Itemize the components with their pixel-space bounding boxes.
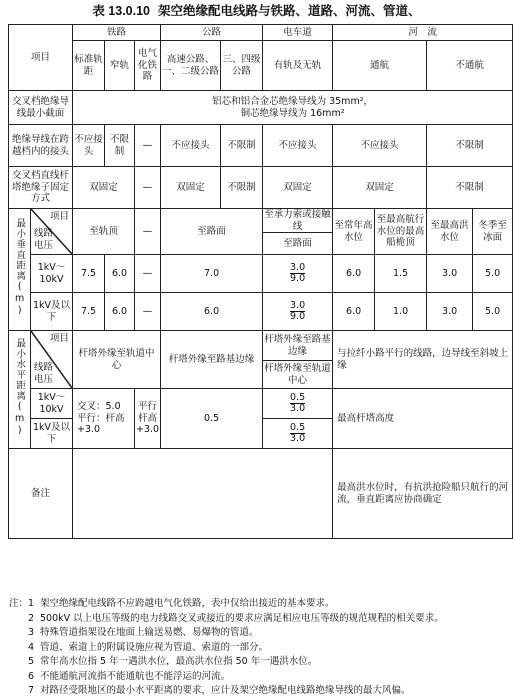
horizontal-corner-item: 项目 [50, 333, 70, 344]
note-index: 6 [27, 670, 34, 682]
horizontal-electrified-line1: 平行 [138, 401, 158, 413]
note-text: 500kV 以上电压等级的电力线路交叉或接近的要求应满足相应电压等级的规范规程的相关要求。 [40, 612, 444, 624]
header-highway-12: 高速公路、一、二级公路 [161, 41, 221, 91]
note-index: 3 [27, 627, 34, 638]
horizontal-electrified-values [135, 389, 161, 449]
fixing-electrified: — [135, 167, 161, 209]
header-non-navigable: 不通航 [427, 41, 513, 91]
vertical-to-rail-top: 至轨顶 [73, 209, 135, 255]
joint-tram: 不应接头 [263, 125, 333, 167]
table-caption [0, 0, 471, 22]
note-text: 管道、索道上的附属设施应视为管道、索道的一部分。 [40, 641, 269, 653]
note-text: 不能通航河流指不能通航也不能浮运的河流。 [40, 670, 231, 682]
vertical-r2-electrified: — [135, 293, 161, 331]
remarks-empty [73, 449, 333, 539]
horizontal-r2-tram-b: 3.0 [290, 433, 306, 444]
vertical-r1-ice: 5.0 [473, 255, 513, 293]
vertical-river-high-normal: 至常年高水位 [333, 209, 375, 255]
header-tram: 电车道 [263, 25, 333, 41]
note-index: 4 [27, 641, 34, 653]
vertical-r1-nav-normal: 6.0 [333, 255, 375, 293]
fixing-non-navigable: 不限制 [427, 167, 513, 209]
horizontal-tram-header-b: 杆塔外缘至轨道中心 [263, 361, 333, 389]
note-row [8, 655, 470, 670]
fixing-tram: 双固定 [263, 167, 333, 209]
note-index: 5 [27, 656, 34, 667]
header-standard-gauge: 标准轨距 [73, 41, 105, 91]
header-narrow-gauge: 窄轨 [105, 41, 135, 91]
vertical-r2-tram [263, 293, 333, 331]
vertical-r2-tram-a: 3.0 [290, 299, 306, 311]
header-tram-types: 有轨及无轨 [263, 41, 333, 91]
vertical-r2-ice: 5.0 [473, 293, 513, 331]
header-river: 河 流 [333, 25, 513, 41]
vertical-r1-nav-mast: 1.5 [375, 255, 427, 293]
joint-electrified: — [135, 125, 161, 167]
crossing-distance-table [8, 24, 513, 539]
fixing-rail: 双固定 [73, 167, 135, 209]
horizontal-river-value: 最高杆塔高度 [333, 389, 513, 449]
vertical-r2-voltage: 1kV及以下 [31, 293, 73, 331]
horizontal-side-label: 最小水平距离(m) [9, 331, 31, 449]
note-row [8, 670, 470, 685]
vertical-corner-item: 项目 [50, 211, 70, 222]
horizontal-r2-voltage: 1kV及以下 [31, 419, 73, 449]
horizontal-road-value: 0.5 [161, 389, 263, 449]
header-item: 项目 [9, 25, 73, 91]
horizontal-corner-voltage: 线路电压 [34, 362, 54, 386]
header-navigable: 通航 [333, 41, 427, 91]
fixing-highway-34: 不限制 [221, 167, 263, 209]
joint-highway-34: 不限制 [221, 125, 263, 167]
conductor-section-value [73, 91, 513, 125]
joint-narrow: 不限制 [105, 125, 135, 167]
table-title: 架空绝缘配电线路与铁路、道路、河流、管道、 [158, 3, 421, 18]
note-text: 特殊管道指架设在地面上输送易燃、易爆物的管道。 [40, 627, 259, 638]
note-index: 注：1 [8, 598, 34, 609]
table-number: 表 13.0.10 [92, 4, 150, 18]
horizontal-rail-parallel: 平行：杆高+3.0 [77, 412, 125, 436]
vertical-r1-tram [263, 255, 333, 293]
horizontal-r1-voltage: 1kV～10kV [31, 389, 73, 419]
horizontal-river-header: 与拉纤小路平行的线路，边导线至斜坡上缘 [333, 331, 513, 389]
header-road: 公路 [161, 25, 263, 41]
vertical-r1-voltage: 1kV～10kV [31, 255, 73, 293]
vertical-tram-road: 至路面 [263, 233, 333, 255]
vertical-to-road: 至路面 [161, 209, 263, 255]
horizontal-electrified-line2: 杆高 [138, 412, 158, 424]
vertical-r1-narrow: 6.0 [105, 255, 135, 293]
vertical-r1-tram-a: 3.0 [290, 261, 306, 273]
horizontal-electrified-line3: +3.0 [136, 424, 160, 436]
note-text: 对路径受限地区的最小水平距离的要求，应计及架空绝缘配电线路绝缘导线的最大风偏。 [40, 685, 411, 696]
vertical-side-label: 最小垂直距离(m) [9, 209, 31, 331]
vertical-r2-nav-mast: 1.0 [375, 293, 427, 331]
vertical-tram-top: 至承力索或接触线 [264, 209, 331, 232]
horizontal-rail-values [73, 389, 135, 449]
row-label-fixing: 交叉档直线杆塔绝缘子固定方式 [9, 167, 73, 209]
horizontal-r1-tram-a: 0.5 [290, 391, 306, 403]
note-row [8, 597, 470, 612]
fixing-navigable: 双固定 [333, 167, 427, 209]
horizontal-r2-tram-a: 0.5 [290, 421, 306, 433]
vertical-river-ice: 冬季至冰面 [473, 209, 513, 255]
note-text: 常年高水位指 5 年一遇洪水位，最高洪水位指 50 年一遇洪水位。 [40, 656, 318, 667]
note-index: 2 [27, 612, 34, 624]
vertical-r1-electrified: — [135, 255, 161, 293]
horizontal-r2-tram [263, 419, 333, 449]
vertical-r2-standard: 7.5 [73, 293, 105, 331]
horizontal-road-header: 杆塔外缘至路基边缘 [161, 331, 263, 389]
header-highway-34: 三、四级公路 [221, 41, 263, 91]
vertical-corner-voltage: 线路电压 [34, 228, 54, 252]
vertical-corner-cell [31, 209, 73, 255]
fixing-highway-12: 双固定 [161, 167, 221, 209]
header-electrified: 电气化铁路 [135, 41, 161, 91]
row-label-conductor-section: 交叉档绝缘导线最小截面 [9, 91, 73, 125]
header-railway: 铁路 [73, 25, 161, 41]
joint-non-navigable: 不限制 [427, 125, 513, 167]
joint-navigable: 不应接头 [333, 125, 427, 167]
row-label-joint: 绝缘导线在跨越档内的接头 [9, 125, 73, 167]
table-notes [8, 597, 470, 699]
vertical-r2-flood: 3.0 [427, 293, 473, 331]
horizontal-tram-header-a: 杆塔外缘至路基边缘 [263, 331, 333, 361]
vertical-r2-nav-normal: 6.0 [333, 293, 375, 331]
note-index: 7 [27, 685, 34, 696]
note-row [8, 684, 470, 699]
remarks-river: 最高洪水位时，有抗洪抢险船只航行的河流，垂直距离应协商确定 [333, 449, 513, 539]
vertical-r1-standard: 7.5 [73, 255, 105, 293]
vertical-r2-road: 6.0 [161, 293, 263, 331]
vertical-river-high-mast: 至最高航行水位的最高船桅顶 [375, 209, 427, 255]
row-label-remarks: 备注 [9, 449, 73, 539]
conductor-section-line2: 铜芯绝缘导线为 16mm² [240, 107, 345, 119]
note-row [8, 612, 470, 627]
horizontal-rail-cross: 交叉：5.0 [77, 401, 121, 413]
horizontal-r1-tram [263, 389, 333, 419]
note-row [8, 626, 470, 641]
note-text: 架空绝缘配电线路不应跨越电气化铁路，表中仅给出接近的基本要求。 [40, 598, 335, 609]
vertical-river-high-flood: 至最高洪水位 [427, 209, 473, 255]
vertical-r1-tram-b: 9.0 [290, 273, 306, 284]
vertical-r2-narrow: 6.0 [105, 293, 135, 331]
horizontal-corner-cell [31, 331, 73, 389]
vertical-r1-flood: 3.0 [427, 255, 473, 293]
vertical-r1-road: 7.0 [161, 255, 263, 293]
note-row [8, 641, 470, 656]
joint-highway-12: 不应接头 [161, 125, 221, 167]
horizontal-r1-tram-b: 3.0 [290, 403, 306, 414]
conductor-section-line1: 铝芯和铝合金芯绝缘导线为 35mm²， [212, 96, 374, 108]
vertical-r2-tram-b: 9.0 [290, 311, 306, 322]
joint-standard: 不应接头 [73, 125, 105, 167]
vertical-electrified-dash: — [135, 209, 161, 255]
horizontal-rail-header: 杆塔外缘至轨道中心 [73, 331, 161, 389]
